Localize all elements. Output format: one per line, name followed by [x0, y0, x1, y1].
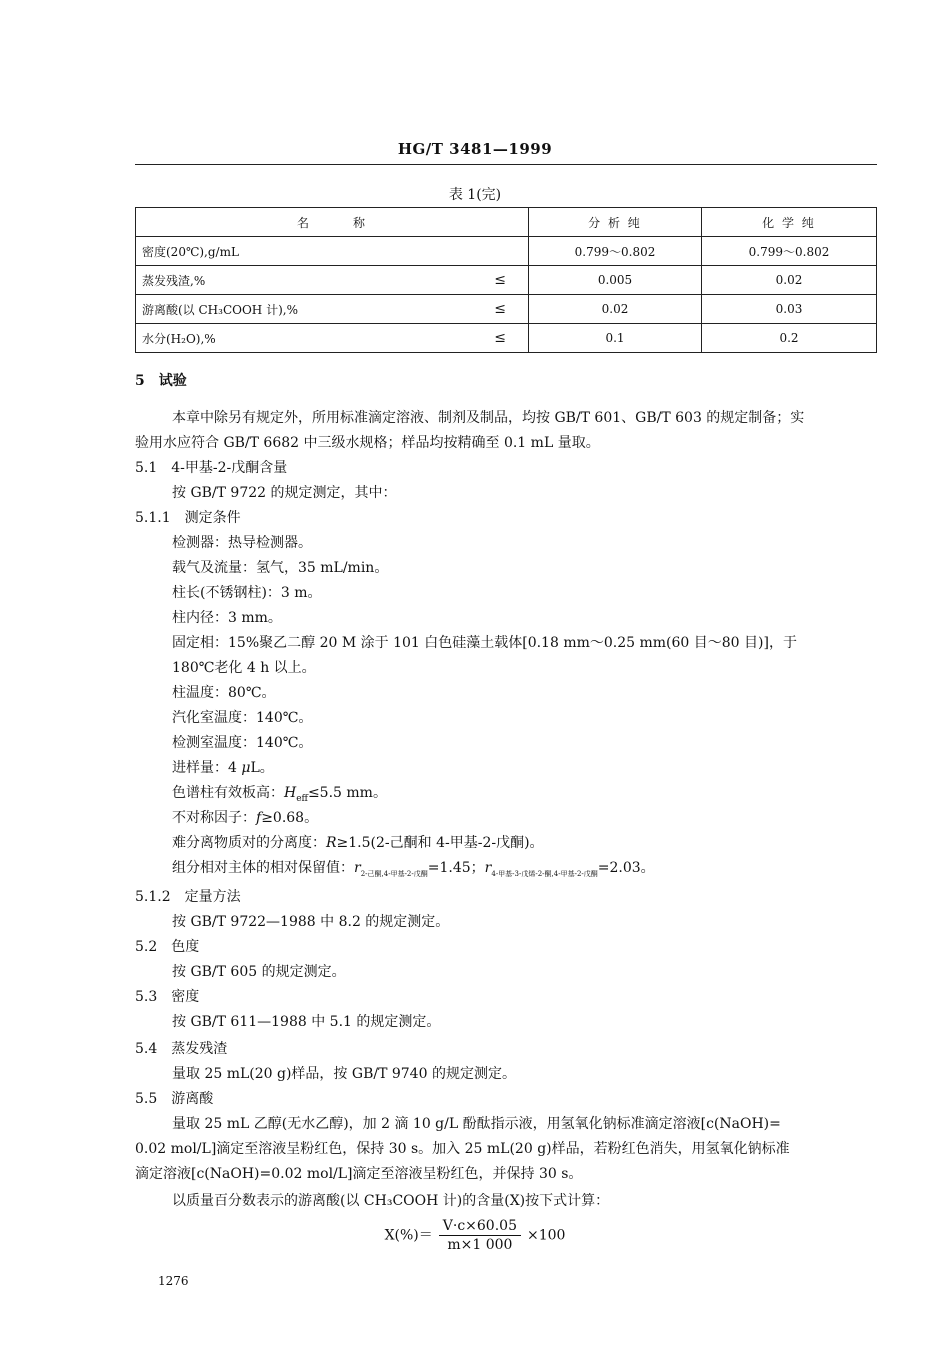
table-caption: 表 1(完)	[448, 187, 502, 203]
section-5-4-paragraph: 量取 25 mL(20 g)样品，按 GB/T 9740 的规定测定。	[172, 1066, 516, 1082]
row-name: 蒸发残渣,%	[142, 273, 206, 288]
formula-denominator: m×1 000	[447, 1237, 513, 1253]
spec-table	[135, 207, 877, 353]
r-symbol: r	[484, 860, 492, 876]
page-number: 1276	[158, 1274, 189, 1288]
section-5-5-line2: 0.02 mol/L]滴定至溶液呈粉红色，保持 30 s。加入 25 mL(20 g)样品，若粉红色消失，用氢氧化钠标准	[135, 1141, 790, 1157]
section-5-5-line3: 滴定溶液[c(NaOH)=0.02 mol/L]滴定至溶液呈粉红色，并保持 30 s。	[135, 1166, 583, 1182]
section-5-3-paragraph: 按 GB/T 611—1988 中 5.1 的规定测定。	[172, 1014, 441, 1030]
row-ar-value: 0.005	[529, 266, 702, 295]
condition-vaporizer-temp: 汽化室温度：140℃。	[172, 710, 313, 726]
table-header-row	[136, 208, 877, 237]
section-5-title: 5 试验	[135, 373, 187, 389]
label: 难分离物质对的分离度：	[172, 835, 326, 851]
r-symbol: r	[354, 860, 361, 876]
section-5-5-line1: 量取 25 mL 乙醇(无水乙醇)，加 2 滴 10 g/L 酚酞指示液，用氢氧化钠标准滴定溶液[c(NaOH)=	[172, 1116, 781, 1132]
condition-aging: 180℃老化 4 h 以上。	[172, 660, 316, 676]
section-5-5-title: 5.5 游离酸	[135, 1091, 214, 1107]
value: L。	[250, 760, 274, 776]
condition-column-length: 柱长(不锈钢柱)：3 m。	[172, 585, 322, 601]
f-symbol: f	[256, 810, 262, 826]
condition-relative-retention	[172, 857, 655, 879]
condition-stationary-phase: 固定相：15%聚乙二醇 20 M 涂于 101 白色硅藻土载体[0.18 mm～0.25 mm(60 目～80 目)]，于	[172, 635, 797, 651]
row-ar-value: 0.799～0.802	[529, 237, 702, 266]
row-name-cell	[136, 266, 529, 295]
col-header-chemical: 化 学 纯	[702, 208, 877, 237]
condition-carrier-gas: 载气及流量：氢气，35 mL/min。	[172, 560, 389, 576]
condition-detector-temp: 检测室温度：140℃。	[172, 735, 313, 751]
col-header-analytical: 分 析 纯	[529, 208, 702, 237]
row-name: 水分(H₂O),%	[142, 331, 216, 346]
formula-numerator: V·c×60.05	[439, 1218, 521, 1236]
condition-column-diameter: 柱内径：3 mm。	[172, 610, 282, 626]
col-header-name: 名 称	[136, 208, 529, 237]
value: ≤5.5 mm。	[307, 785, 387, 801]
label: 组分相对主体的相对保留值：	[172, 860, 354, 876]
acid-formula	[0, 1218, 950, 1253]
condition-detector: 检测器：热导检测器。	[172, 535, 312, 551]
r-symbol: R	[326, 835, 337, 851]
value: =1.45；	[427, 860, 485, 876]
formula-fraction	[439, 1218, 521, 1253]
value: ≥1.5(2-己酮和 4-甲基-2-戊酮)。	[336, 835, 544, 851]
row-ar-value: 0.1	[529, 324, 702, 353]
mu-symbol: μ	[241, 760, 251, 776]
row-operator: ≤	[494, 329, 506, 346]
row-name-cell	[136, 324, 529, 353]
label: 进样量：4	[172, 760, 242, 776]
section-5-2-title: 5.2 色度	[135, 939, 200, 955]
eff-subscript: eff	[296, 793, 308, 804]
table-row	[136, 324, 877, 353]
condition-resolution	[172, 832, 544, 852]
row-name: 游离酸(以 CH₃COOH 计),%	[142, 302, 298, 317]
section-5-1-paragraph: 按 GB/T 9722 的规定测定，其中：	[172, 485, 397, 501]
row-cp-value: 0.2	[702, 324, 877, 353]
standard-code-header: HG/T 3481—1999	[397, 140, 553, 158]
subscript: 2-己酮,4-甲基-2-戊酮	[360, 869, 428, 878]
formula-lhs: X(%)＝	[384, 1227, 433, 1244]
row-name-cell	[136, 237, 529, 266]
table-row	[136, 295, 877, 324]
row-cp-value: 0.02	[702, 266, 877, 295]
row-operator: ≤	[494, 300, 506, 317]
label: 色谱柱有效板高：	[172, 785, 284, 801]
condition-injection-volume	[172, 757, 274, 777]
section-5-2-paragraph: 按 GB/T 605 的规定测定。	[172, 964, 346, 980]
row-name: 密度(20℃),g/mL	[142, 244, 239, 259]
row-ar-value: 0.02	[529, 295, 702, 324]
section-5-1-1-title: 5.1.1 测定条件	[135, 510, 241, 526]
section-5-1-2-paragraph: 按 GB/T 9722—1988 中 8.2 的规定测定。	[172, 914, 450, 930]
formula-tail: ×100	[526, 1227, 566, 1244]
row-cp-value: 0.799～0.802	[702, 237, 877, 266]
section-5-1-2-title: 5.1.2 定量方法	[135, 889, 241, 905]
section-5-paragraph-line1: 本章中除另有规定外，所用标准滴定溶液、制剂及制品，均按 GB/T 601、GB/T 603 的规定制备；实	[172, 410, 805, 426]
condition-column-temp: 柱温度：80℃。	[172, 685, 276, 701]
section-5-1-title: 5.1 4-甲基-2-戊酮含量	[135, 460, 288, 476]
label: 不对称因子：	[172, 810, 256, 826]
row-operator: ≤	[494, 271, 506, 288]
section-5-3-title: 5.3 密度	[135, 989, 200, 1005]
subscript: 4-甲基-3-戊烯-2-酮,4-甲基-2-戊酮	[491, 869, 598, 878]
section-5-5-line4: 以质量百分数表示的游离酸(以 CH₃COOH 计)的含量(X)按下式计算：	[172, 1193, 610, 1209]
row-name-cell	[136, 295, 529, 324]
value: ≥0.68。	[261, 810, 319, 826]
section-5-paragraph-line2: 验用水应符合 GB/T 6682 中三级水规格；样品均按精确至 0.1 mL 量取。	[135, 435, 600, 451]
condition-asymmetry	[172, 807, 318, 827]
section-5-4-title: 5.4 蒸发残渣	[135, 1041, 228, 1057]
row-cp-value: 0.03	[702, 295, 877, 324]
table-row	[136, 237, 877, 266]
h-symbol: H	[284, 785, 297, 801]
condition-plate-height	[172, 782, 387, 804]
table-row	[136, 266, 877, 295]
value: =2.03。	[597, 860, 655, 876]
header-rule	[135, 164, 877, 165]
